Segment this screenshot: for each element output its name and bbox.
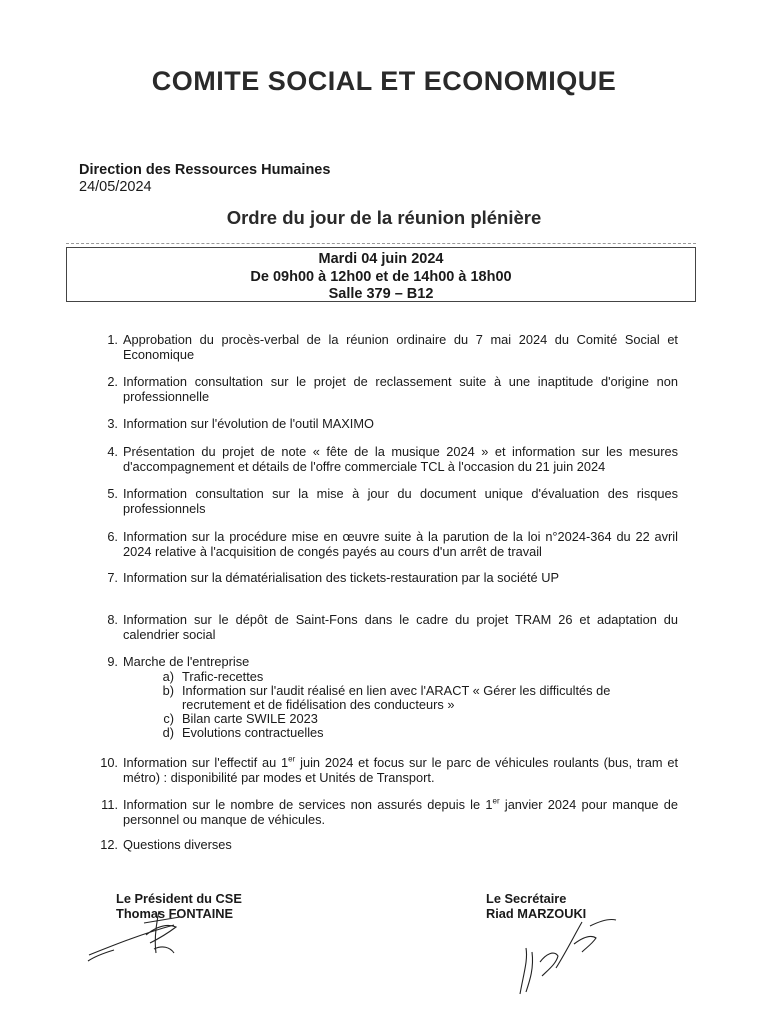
department-name: Direction des Ressources Humaines <box>79 162 331 178</box>
agenda-item-text: Information sur l'évolution de l'outil MAXIMO <box>123 416 374 431</box>
sub-item-letter: a) <box>162 669 174 684</box>
agenda-item-text: calendrier social <box>123 627 216 642</box>
sub-item-letter: c) <box>163 711 174 726</box>
agenda-item-number: 3. <box>107 416 118 431</box>
meeting-info-box <box>66 247 696 302</box>
agenda-item-text: Marche de l'entreprise <box>123 654 250 669</box>
agenda-item-number: 6. <box>107 529 118 544</box>
sub-item-text: Bilan carte SWILE 2023 <box>182 711 318 726</box>
agenda-item-text: Information sur le dépôt de Saint-Fons dans le cadre du projet TRAM 26 et adaptation du <box>123 612 678 627</box>
agenda-item-number: 10. <box>100 755 118 770</box>
president-signature <box>84 905 204 965</box>
agenda-item-text: personnel ou manque de véhicules. <box>123 812 326 827</box>
sub-item-text: Evolutions contractuelles <box>182 725 324 740</box>
agenda-item-text: Economique <box>123 347 195 362</box>
agenda-item-text: Information consultation sur le projet de reclassement suite à une inaptitude d'origine non <box>123 374 678 389</box>
agenda-item-number: 4. <box>107 444 118 459</box>
agenda-item-number: 8. <box>107 612 118 627</box>
agenda-item-text: d'accompagnement et détails de l'offre commerciale TCL à l'occasion du 21 juin 2024 <box>123 459 606 474</box>
agenda-item-number: 11. <box>101 797 118 812</box>
agenda-item-text: Information consultation sur la mise à jour du document unique d'évaluation des risques <box>123 486 678 501</box>
agenda-item-text: métro) : disponibilité par modes et Unités de Transport. <box>123 770 435 785</box>
agenda-item-text: Questions diverses <box>123 837 232 852</box>
secretary-signature <box>512 908 622 1000</box>
agenda-item-text: Approbation du procès-verbal de la réunion ordinaire du 7 mai 2024 du Comité Social et <box>123 332 678 347</box>
secretary-name: Riad MARZOUKI <box>486 906 587 921</box>
meeting-room: Salle 379 – B12 <box>328 286 434 302</box>
box-divider <box>66 243 696 244</box>
agenda-item-text: Information sur la procédure mise en œuvre suite à la parution de la loi n°2024-364 du 22 avril <box>123 529 678 544</box>
president-title: Le Président du CSE <box>116 891 242 906</box>
agenda-item-text: Présentation du projet de note « fête de la musique 2024 » et information sur les mesures <box>123 444 678 459</box>
secretary-title: Le Secrétaire <box>486 891 567 906</box>
meeting-hours: De 09h00 à 12h00 et de 14h00 à 18h00 <box>250 268 512 285</box>
agenda-item-text: professionnels <box>123 501 206 516</box>
agenda-item-number: 2. <box>107 374 118 389</box>
sub-item-letter: d) <box>162 725 174 740</box>
agenda-subtitle: Ordre du jour de la réunion plénière <box>226 207 542 228</box>
sub-item-letter: b) <box>162 683 174 698</box>
agenda-item-text: Information sur le nombre de services non assurés depuis le 1er janvier 2024 pour manque de <box>123 796 678 812</box>
sub-item-text: Trafic-recettes <box>182 669 264 684</box>
document-date: 24/05/2024 <box>79 179 152 195</box>
sub-item-text: recrutement et de fidélisation des conducteurs » <box>182 697 455 712</box>
agenda-item-number: 1. <box>107 332 118 347</box>
agenda-item-number: 12. <box>100 837 118 852</box>
sub-item-text: Information sur l'audit réalisé en lien avec l'ARACT « Gérer les difficultés de <box>182 683 611 698</box>
agenda-item-number: 9. <box>107 654 118 669</box>
document-title: COMITE SOCIAL ET ECONOMIQUE <box>151 66 617 96</box>
president-name: Thomas FONTAINE <box>116 906 234 921</box>
agenda-item-text: professionnelle <box>123 389 210 404</box>
agenda-item-text: Information sur l'effectif au 1er juin 2024 et focus sur le parc de véhicules roulants (bus, tram et <box>123 754 679 770</box>
agenda-item-text: Information sur la dématérialisation des tickets-restauration par la société UP <box>123 570 560 585</box>
agenda-item-number: 5. <box>107 486 118 501</box>
meeting-day: Mardi 04 juin 2024 <box>318 251 444 267</box>
agenda-item-text: 2024 relative à l'acquisition de congés payés au cours d'un arrêt de travail <box>123 544 542 559</box>
agenda-item-number: 7. <box>107 570 118 585</box>
